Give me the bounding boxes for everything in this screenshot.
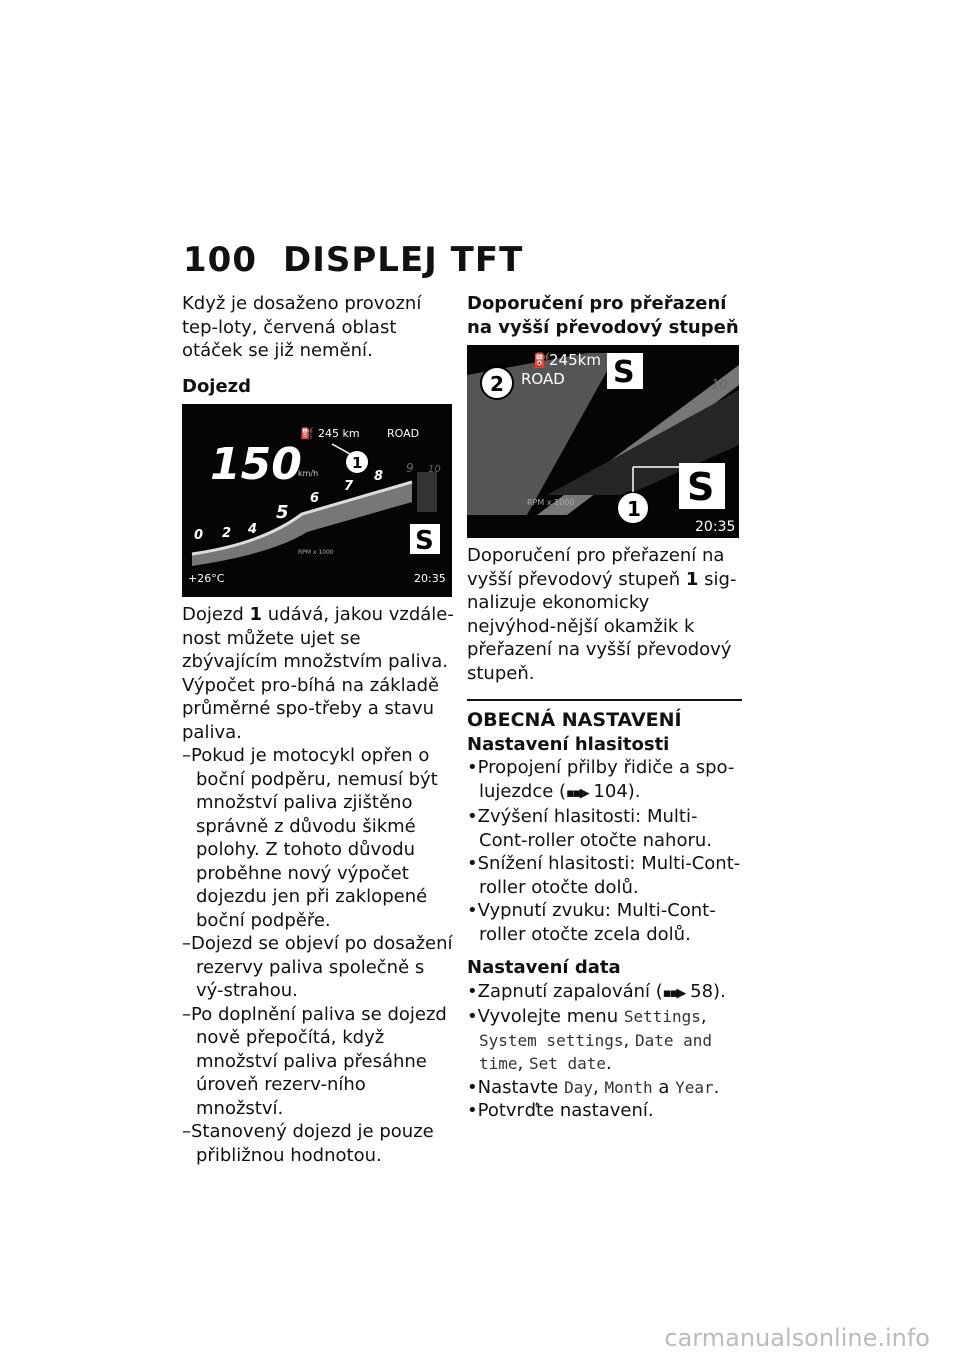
arrow-icon: ▪▪▶ — [662, 985, 685, 1001]
watermark: carmanualsonline.info — [664, 1324, 930, 1352]
date-item: •Nastavte Day, Month a Year. — [467, 1076, 720, 1098]
volume-heading: Nastavení hlasitosti — [467, 733, 670, 755]
tick-5: 5 — [276, 502, 289, 523]
volume-item: •Vypnutí zvuku: Multi-Cont-roller otočte zcela dolů. — [467, 900, 716, 945]
volume-item: •Snížení hlasitosti: Multi-Cont-roller otočte dolů. — [467, 853, 741, 898]
temperature: +26°C — [188, 572, 225, 585]
rpm-label: RPM x 1000 — [527, 498, 575, 507]
speed-unit: km/h — [298, 469, 319, 478]
clock: 20:35 — [414, 572, 446, 585]
range-item: –Po doplnění paliva se dojezd nově přepočítá, když množství paliva přesáhne úroveň rezerv-ního množství. — [182, 1003, 447, 1119]
range-value: 245 km — [318, 427, 360, 440]
tick-6: 6 — [310, 491, 320, 506]
callout-1-label: 1 — [627, 497, 641, 521]
date-heading: Nastavení data — [467, 957, 621, 978]
date-item: •Potvrďte nastavení. — [467, 1100, 654, 1121]
range-item: –Stanovený dojezd je pouze přibližnou hodnotou. — [182, 1121, 434, 1166]
date-item: •Vyvolejte menu Settings, System settings, Date and time, Set date. — [467, 1006, 713, 1074]
tick-10: 10 — [711, 378, 728, 393]
dojezd-heading: Dojezd — [182, 375, 252, 397]
callout-2-label: 2 — [490, 372, 504, 396]
tft-shift-figure — [467, 345, 739, 538]
fuel-icon: ⛽ — [533, 353, 551, 369]
date-item: •Zapnutí zapalování (▪▪▶ 58). — [467, 980, 726, 1002]
speed-value: 150 — [210, 439, 302, 490]
callout-1-label: 1 — [352, 454, 363, 472]
page-heading — [183, 240, 523, 280]
tick-8: 8 — [374, 469, 384, 484]
right-column — [467, 292, 742, 1123]
tick-7: 7 — [344, 479, 354, 494]
rpm-label: RPM x 1000 — [298, 549, 334, 556]
page-title: DISPLEJ TFT — [283, 240, 524, 280]
range-description: Dojezd 1 udává, jakou vzdále-nost můžete ujet se zbývajícím množstvím paliva. Výpočet pro-bíhá na základě průměrné spo-třeby a stavu paliva. — [182, 604, 454, 743]
left-column — [182, 292, 454, 1167]
shift-description: Doporučení pro přeřazení na vyšší převodový stupeň 1 sig-nalizuje ekonomicky nejvýhod-nější okamžik k přeřazení na vyšší převodový stupeň. — [467, 545, 737, 684]
gear-indicator-top-label: S — [613, 355, 635, 390]
clock: 20:35 — [695, 519, 736, 535]
gear-indicator-label: S — [415, 526, 434, 556]
range-value: 245km — [549, 351, 601, 369]
tick-4: 4 — [248, 522, 258, 537]
tick-9: 9 — [406, 461, 414, 475]
gear-indicator-label: S — [687, 465, 715, 509]
range-item: –Dojezd se objeví po dosažení rezervy paliva společně s vý-strahou. — [182, 933, 453, 1001]
volume-item: •Propojení přilby řidiče a spo-lujezdce (▪▪▶ 104). — [467, 757, 735, 802]
tick-2: 2 — [222, 526, 232, 541]
range-item: –Pokud je motocykl opřen o boční podpěru, nemusí být množství paliva zjištěno správně z důvodu šikmé polohy. Z tohoto důvodu proběhne nový výpočet dojezdu jen při zaklopené boční podpěře. — [182, 745, 438, 931]
arrow-icon: ▪▪▶ — [566, 785, 588, 801]
volume-item: •Zvýšení hlasitosti: Multi-Cont-roller otočte nahoru. — [467, 806, 712, 851]
tick-0: 0 — [194, 528, 204, 543]
tft-range-figure — [182, 404, 452, 597]
ride-mode: ROAD — [521, 370, 565, 388]
fuel-icon: ⛽ — [300, 427, 314, 440]
tick-10: 10 — [428, 464, 441, 475]
shift-heading: Doporučení pro přeřazení na vyšší převodový stupeň — [467, 293, 739, 338]
section-heading: OBECNÁ NASTAVENÍ — [467, 709, 682, 731]
ride-mode: ROAD — [387, 427, 420, 440]
intro-paragraph: Když je dosaženo provozní tep-loty, červená oblast otáček se již nemění. — [182, 293, 422, 361]
page-number: 100 — [183, 240, 257, 280]
section-divider — [467, 699, 742, 701]
